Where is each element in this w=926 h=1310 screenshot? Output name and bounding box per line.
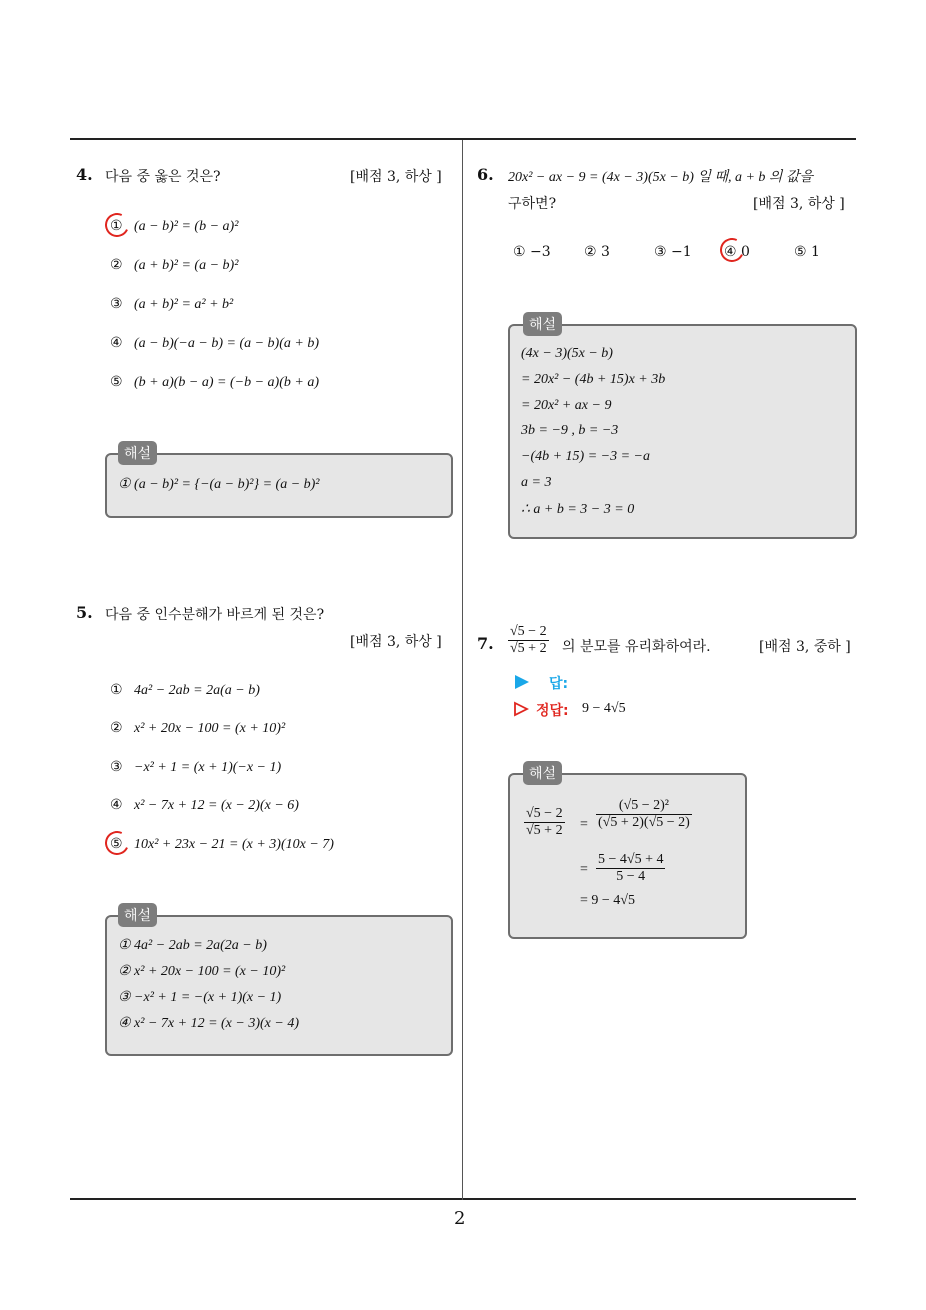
score-label: [배점 3, 하상 ] [350, 169, 442, 185]
equals-sign: = [580, 817, 588, 832]
page-number: 2 [454, 1208, 466, 1229]
option-4[interactable]: ④ 0 [724, 244, 750, 260]
question-number: 5. [76, 603, 93, 622]
solution-line: = 20x² + ax − 9 [521, 398, 612, 413]
option-3[interactable]: ③ −1 [654, 244, 692, 260]
equals-sign: = [580, 862, 588, 877]
solution-fraction-second: $\frac{5 - 4√5 + 4}{5 - 4}$ [598, 852, 664, 884]
question-text: 다음 중 인수분해가 바르게 된 것은? [105, 607, 325, 623]
option-1[interactable]: ① 4a² − 2ab = 2a(a − b) [110, 682, 260, 698]
option-3[interactable]: ③ −x² + 1 = (x + 1)(−x − 1) [110, 759, 282, 775]
question-fraction: $\frac{√5 - 2}{√5 + 2}$ [510, 624, 547, 656]
solution-line: = 20x² − (4b + 15)x + 3b [521, 372, 666, 387]
top-rule [70, 138, 856, 140]
solution-line: a = 3 [521, 475, 552, 490]
option-3[interactable]: ③ (a + b)² = a² + b² [110, 296, 234, 312]
solution-tag: 해설 [118, 903, 157, 927]
solution-tag: 해설 [523, 761, 562, 785]
outline-triangle-icon [513, 701, 529, 717]
solution-fraction-left: $\frac{√5 - 2}{√5 + 2}$ [526, 806, 563, 838]
option-5[interactable]: ⑤ 1 [794, 244, 820, 260]
question-text: 다음 중 옳은 것은? [105, 169, 221, 185]
solution-line: ① 4a² − 2ab = 2a(2a − b) [118, 938, 267, 953]
play-triangle-icon [514, 674, 530, 690]
score-label: [배점 3, 중하 ] [759, 639, 851, 655]
solution-line: ② x² + 20x − 100 = (x − 10)² [118, 964, 286, 979]
option-1[interactable]: ① (a − b)² = (b − a)² [110, 218, 239, 234]
question-text-continued: 구하면? [508, 196, 557, 212]
solution-fraction-right: $\frac{\text{(√5 − 2)²}}{(√5 + 2)(√5 - 2)}$ [598, 798, 690, 830]
question-number: 6. [477, 165, 494, 184]
option-4[interactable]: ④ x² − 7x + 12 = (x − 2)(x − 6) [110, 797, 299, 813]
solution-line: 3b = −9 , b = −3 [521, 423, 619, 438]
option-2[interactable]: ② x² + 20x − 100 = (x + 10)² [110, 720, 286, 736]
solution-line: (4x − 3)(5x − b) [521, 346, 613, 361]
score-label: [배점 3, 하상 ] [350, 634, 442, 650]
solution-line: −(4b + 15) = −3 = −a [521, 449, 651, 464]
option-4[interactable]: ④ (a − b)(−a − b) = (a − b)(a + b) [110, 335, 319, 351]
solution-line: ∴ a + b = 3 − 3 = 0 [521, 502, 635, 517]
option-2[interactable]: ② 3 [584, 244, 610, 260]
option-5[interactable]: ⑤ 10x² + 23x − 21 = (x + 3)(10x − 7) [110, 836, 334, 852]
option-5[interactable]: ⑤ (b + a)(b − a) = (−b − a)(b + a) [110, 374, 319, 390]
solution-line: ③ −x² + 1 = −(x + 1)(x − 1) [118, 990, 282, 1005]
answer-label: 답: [549, 676, 569, 692]
solution-tag: 해설 [523, 312, 562, 336]
solution-line-final: = 9 − 4√5 [580, 893, 635, 908]
solution-tag: 해설 [118, 441, 157, 465]
question-number: 7. [477, 634, 494, 653]
column-divider [462, 140, 463, 1200]
question-text: 의 분모를 유리화하여라. [562, 639, 711, 655]
correct-answer-label: 정답: [536, 703, 569, 719]
option-1[interactable]: ① −3 [513, 244, 551, 260]
question-text: 20x² − ax − 9 = (4x − 3)(5x − b) 일 때, a + b 의 값을 [508, 170, 814, 185]
option-2[interactable]: ② (a + b)² = (a − b)² [110, 257, 239, 273]
bottom-rule [70, 1198, 856, 1200]
score-label: [배점 3, 하상 ] [753, 196, 845, 212]
question-number: 4. [76, 165, 93, 184]
correct-answer-value: 9 − 4√5 [582, 701, 626, 716]
solution-line: ④ x² − 7x + 12 = (x − 3)(x − 4) [118, 1016, 299, 1031]
solution-line: ① (a − b)² = {−(a − b)²} = (a − b)² [118, 477, 320, 492]
